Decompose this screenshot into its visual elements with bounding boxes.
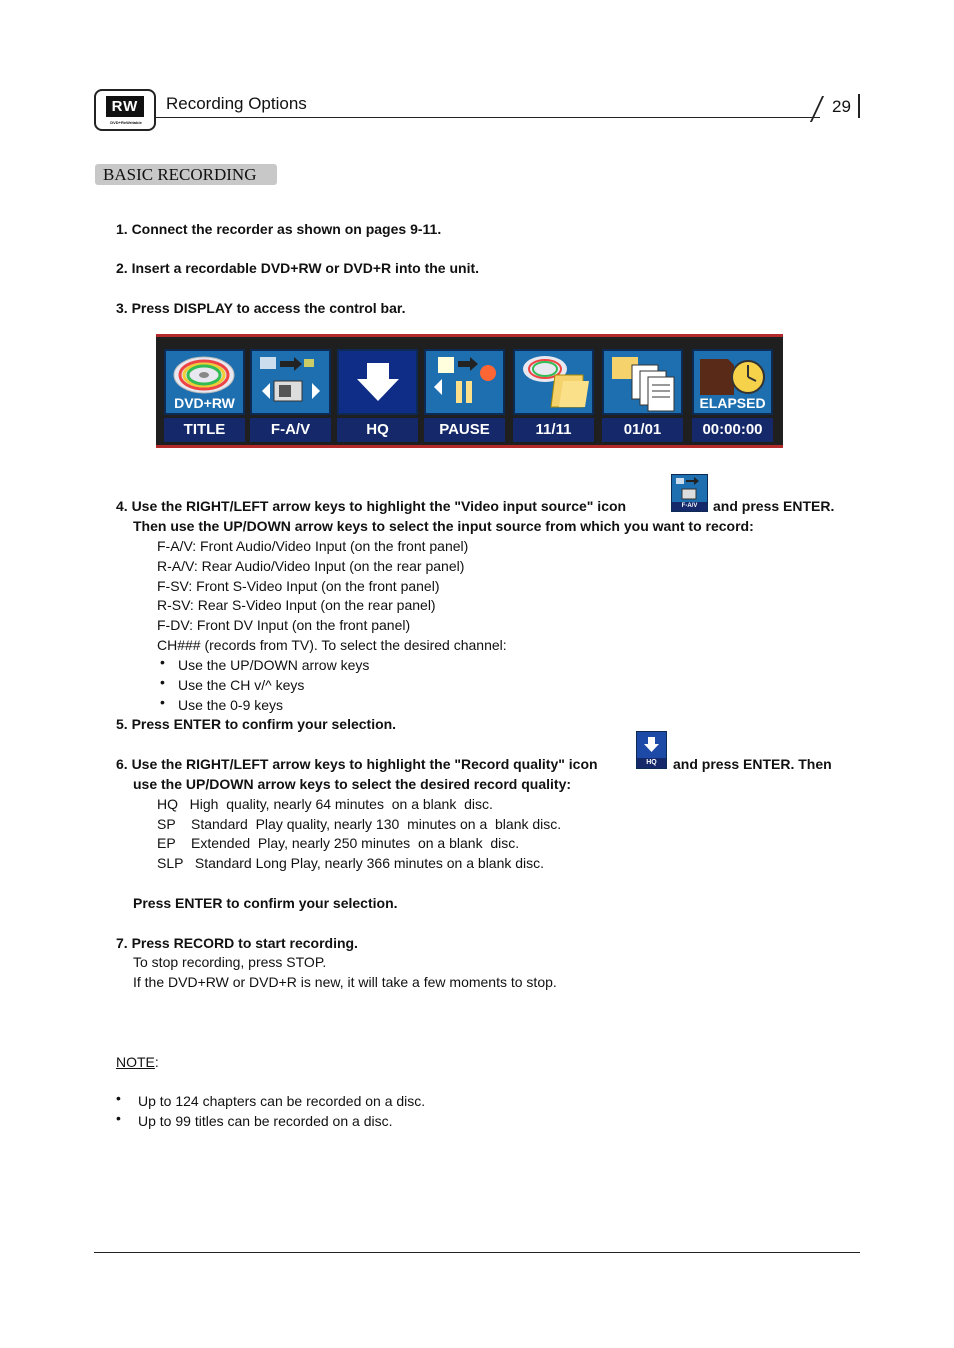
quality-option-sp: SP Standard Play quality, nearly 130 minutes on a blank disc. — [157, 816, 562, 832]
step-5: 5. Press ENTER to confirm your selection. — [116, 716, 397, 732]
page-header-title: Recording Options — [166, 94, 307, 113]
step-7: 7. Press RECORD to start recording. — [116, 935, 358, 951]
input-source-small-label: F-A/V — [672, 502, 707, 511]
step-4-line-1-end: and press ENTER. — [713, 498, 835, 514]
bullet-dot: • — [160, 674, 165, 690]
pause-icon — [424, 349, 505, 415]
step-6-line-2: use the UP/DOWN arrow keys to select the desired record quality: — [133, 776, 572, 792]
channel-method-3: Use the 0-9 keys — [178, 697, 284, 713]
step-7-stop: To stop recording, press STOP. — [133, 954, 327, 970]
note-item-chapters: Up to 124 chapters can be recorded on a disc. — [138, 1093, 426, 1109]
page-number-slash — [810, 96, 824, 122]
section-title: BASIC RECORDING — [95, 164, 277, 185]
quality-option-slp: SLP Standard Long Play, nearly 366 minutes on a blank disc. — [157, 855, 545, 871]
note-item-titles: Up to 99 titles can be recorded on a disc. — [138, 1113, 393, 1129]
bar-label-title-count: 11/11 — [513, 418, 594, 442]
step-7-note: If the DVD+RW or DVD+R is new, it will take a few moments to stop. — [133, 974, 557, 990]
page-number-bar — [858, 94, 860, 118]
elapsed-clock-icon — [692, 349, 773, 415]
step-6-line-1-end: and press ENTER. Then — [673, 756, 832, 772]
documents-icon — [602, 349, 683, 415]
input-option-fav: F-A/V: Front Audio/Video Input (on the front panel) — [157, 538, 469, 554]
header-rule — [156, 117, 820, 118]
bullet-dot: • — [160, 694, 165, 710]
input-option-rsv: R-SV: Rear S-Video Input (on the rear panel) — [157, 597, 436, 613]
step-1: 1. Connect the recorder as shown on pages 9-11. — [116, 221, 442, 237]
input-option-fsv: F-SV: Front S-Video Input (on the front panel) — [157, 578, 440, 594]
page-number: 29 — [832, 97, 851, 116]
bullet-dot: • — [116, 1090, 121, 1106]
rw-logo-text: RW — [106, 96, 144, 117]
quality-option-ep: EP Extended Play, nearly 250 minutes on a blank disc. — [157, 835, 520, 851]
rw-logo — [94, 89, 156, 131]
step-3: 3. Press DISPLAY to access the control bar. — [116, 300, 406, 316]
disc-folder-icon — [513, 349, 594, 415]
input-option-ch: CH### (records from TV). To select the desired channel: — [157, 637, 507, 653]
dvd-rw-caption: DVD+RW — [174, 395, 235, 411]
step-2: 2. Insert a recordable DVD+RW or DVD+R into the unit. — [116, 260, 480, 276]
record-quality-small-icon — [636, 731, 667, 769]
quality-option-hq: HQ High quality, nearly 64 minutes on a blank disc. — [157, 796, 493, 812]
footer-rule — [94, 1252, 860, 1253]
bullet-dot: • — [160, 654, 165, 670]
dvd-rw-disc-icon — [164, 349, 245, 415]
bar-label-pause: PAUSE — [424, 418, 505, 442]
note-colon: : — [154, 1054, 159, 1070]
rw-logo-subtext: DVD+ReWritable — [110, 120, 142, 125]
bar-label-chapter-count: 01/01 — [602, 418, 683, 442]
elapsed-caption: ELAPSED — [699, 395, 766, 411]
step-6-confirm: Press ENTER to confirm your selection. — [133, 895, 398, 911]
channel-method-1: Use the UP/DOWN arrow keys — [178, 657, 370, 673]
input-option-fdv: F-DV: Front DV Input (on the front panel) — [157, 617, 411, 633]
note-heading — [116, 1054, 159, 1070]
step-4-line-2: Then use the UP/DOWN arrow keys to select the input source from which you want to record: — [133, 518, 754, 534]
step-6-line-1: 6. Use the RIGHT/LEFT arrow keys to highlight the "Record quality" icon — [116, 756, 598, 772]
down-arrow-icon — [337, 349, 418, 415]
input-source-icon — [250, 349, 331, 415]
input-option-rav: R-A/V: Rear Audio/Video Input (on the rear panel) — [157, 558, 465, 574]
channel-method-2: Use the CH v/^ keys — [178, 677, 305, 693]
bar-label-hq: HQ — [337, 418, 418, 442]
step-4-line-1: 4. Use the RIGHT/LEFT arrow keys to highlight the "Video input source" icon — [116, 498, 627, 514]
bullet-dot: • — [116, 1110, 121, 1126]
input-source-small-icon — [671, 474, 708, 512]
control-bar — [156, 334, 783, 448]
note-label: NOTE — [116, 1054, 155, 1070]
record-quality-small-label: HQ — [637, 758, 666, 768]
bar-label-elapsed-time: 00:00:00 — [692, 418, 773, 442]
bar-label-title: TITLE — [164, 418, 245, 442]
bar-label-fav: F-A/V — [250, 418, 331, 442]
